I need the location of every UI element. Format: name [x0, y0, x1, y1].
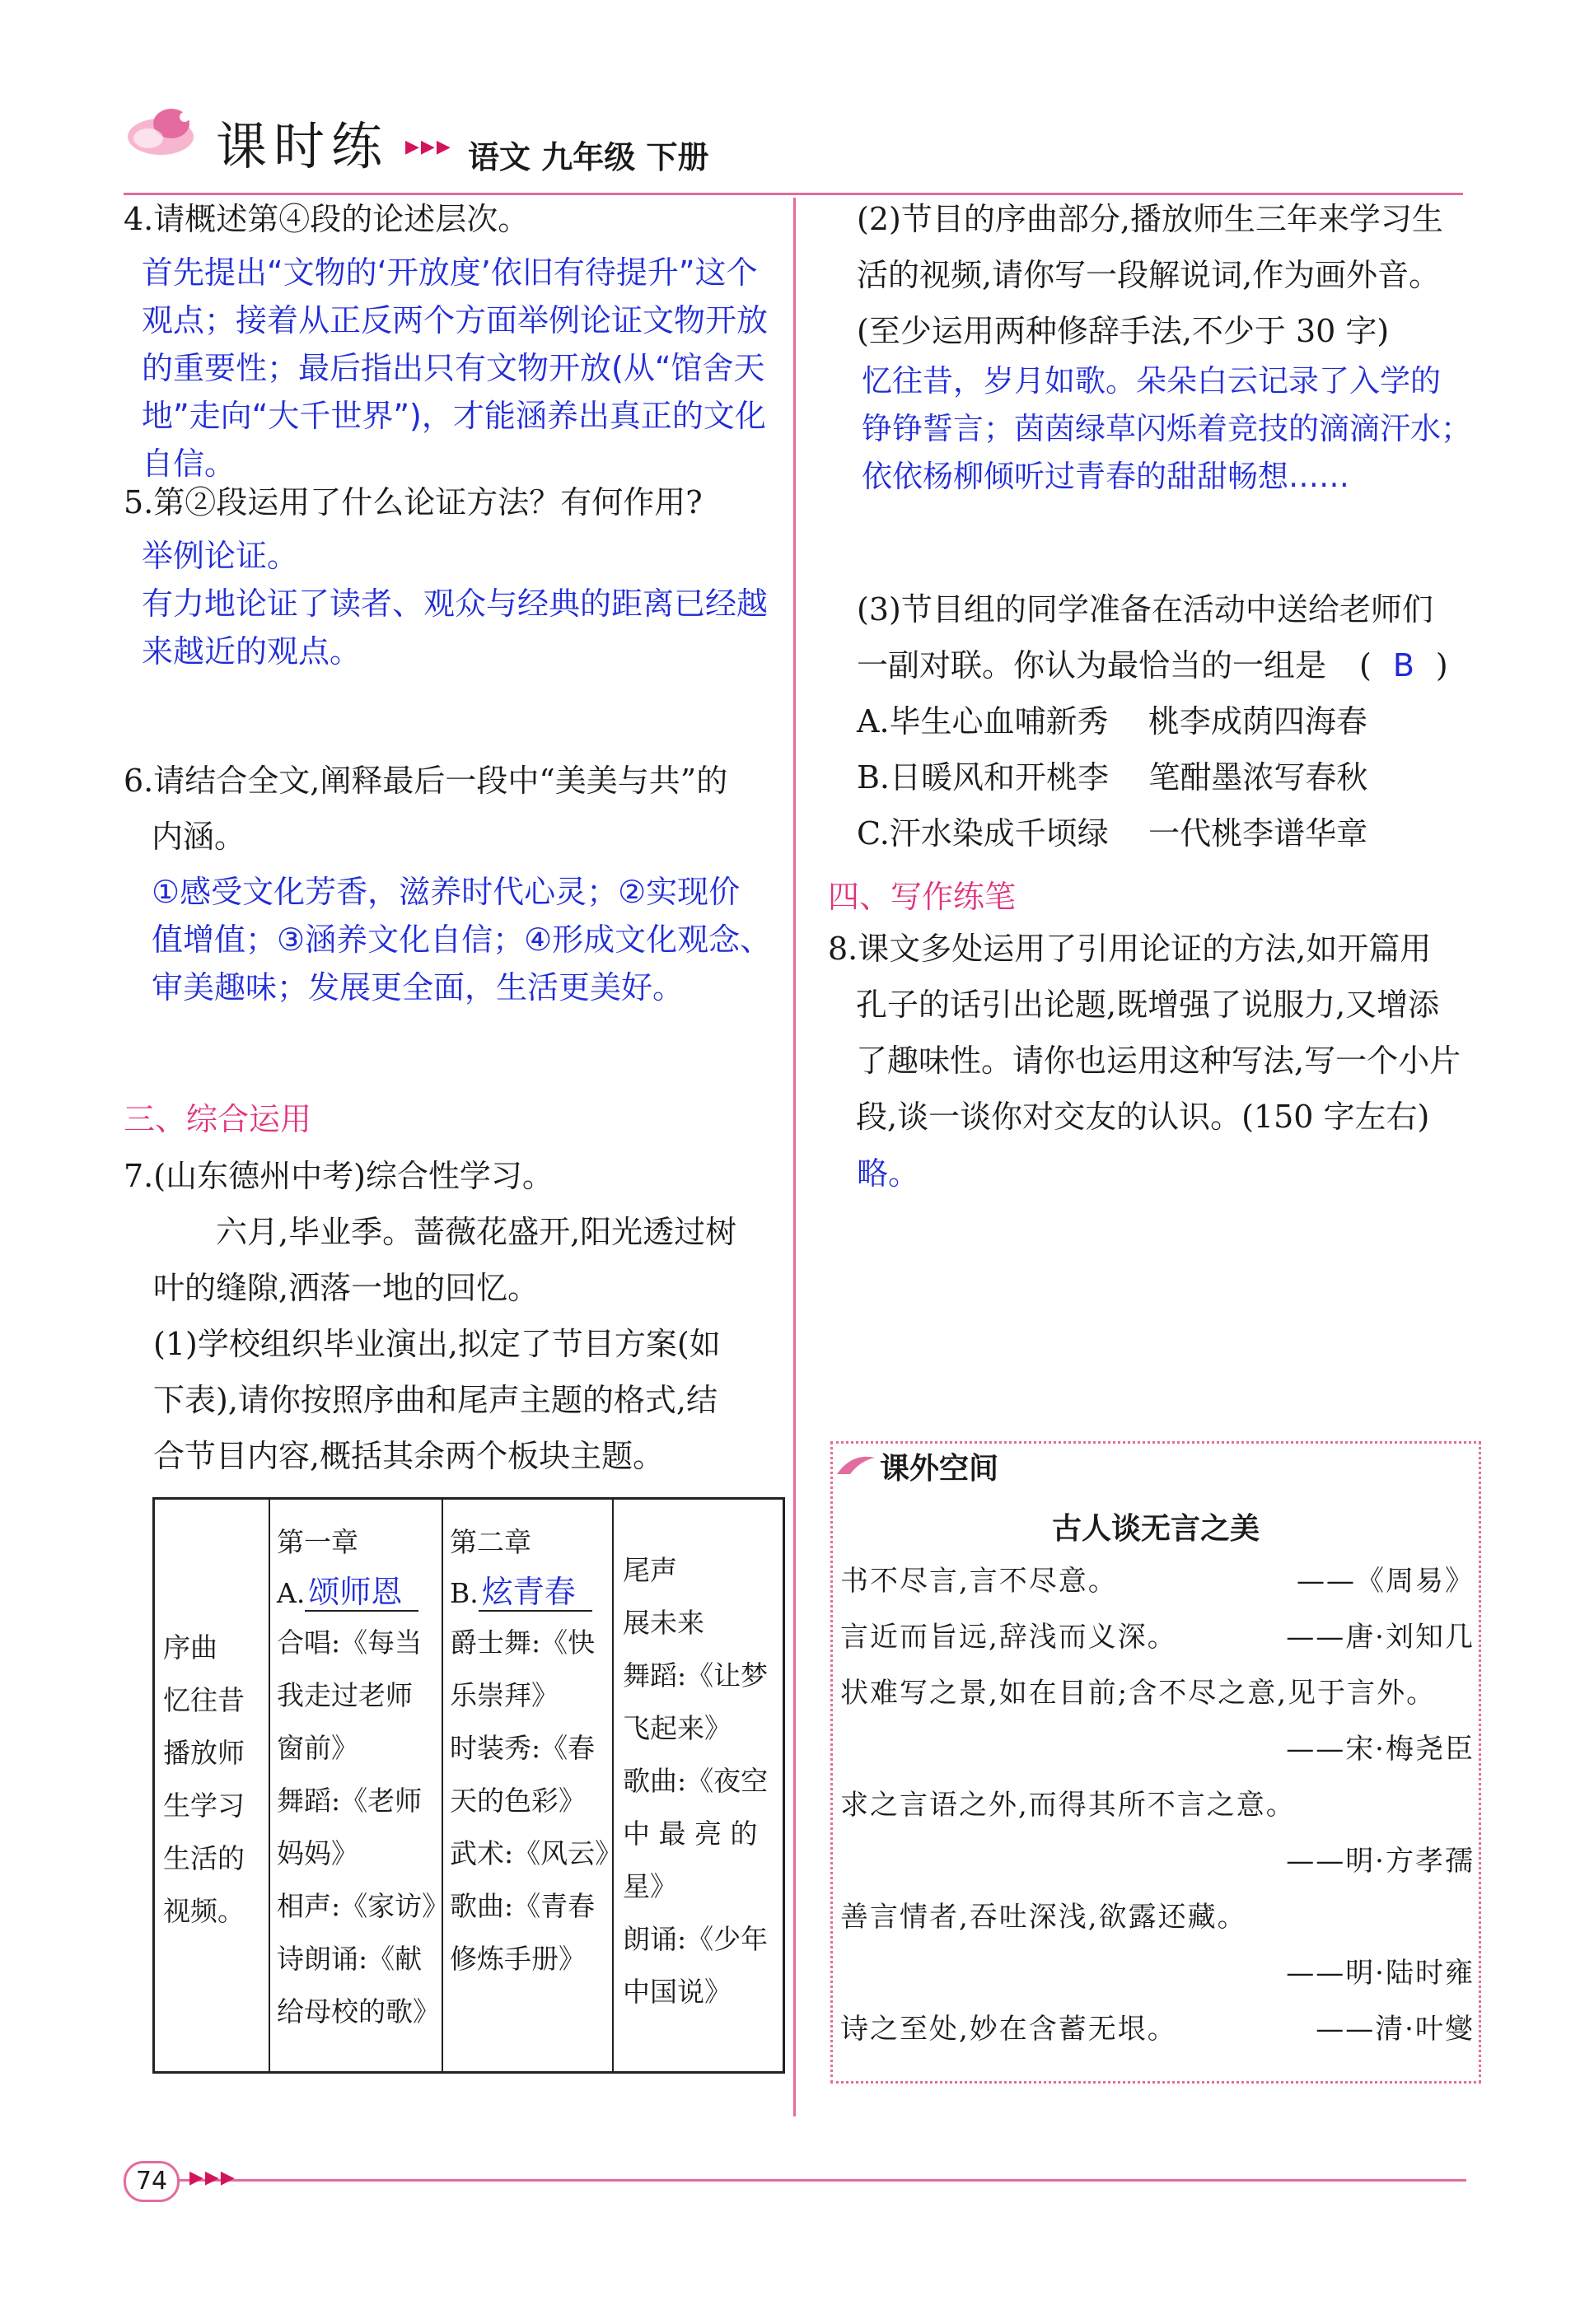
quote-item: 求之言语之外,而得其所不言之意。	[840, 1789, 1296, 1822]
q7-sub1	[153, 1316, 796, 1484]
question-line: 6.请结合全文,阐释最后一段中“美美与共”的	[124, 763, 728, 799]
box-label: 课外空间	[880, 1452, 999, 1486]
question-line: 孔子的话引出论题,既增强了说服力,又增添	[856, 987, 1440, 1023]
answer-line: 有力地论证了读者、观众与经典的距离已经越	[142, 586, 769, 622]
brand-logo-icon	[124, 97, 206, 163]
answer-line: 首先提出“文物的‘开放度’依旧有待提升”这个	[142, 254, 758, 291]
answer-line: 地”走向“大千世界”)，才能涵养出真正的文化	[142, 398, 766, 434]
footer-divider	[173, 2179, 1466, 2182]
table-chapter1: 第一章 A. 颂师恩 合唱:《每当 我走过老师 窗前》 舞蹈:《老师 妈妈》 相声:《家访》 诗朗诵:《献 给母校的歌》	[277, 1516, 442, 2038]
intro-line: 六月,毕业季。蔷薇花盛开,阳光透过树	[216, 1214, 737, 1250]
question-line: (1)学校组织毕业演出,拟定了节目方案(如	[153, 1326, 721, 1362]
option-a: A.毕生心血哺新秀 桃李成荫四海春	[857, 703, 1367, 740]
answer-line: 观点；接着从正反两个方面举例论证文物开放	[142, 302, 769, 338]
q7-sub2-answer	[862, 357, 1504, 501]
quote-source: ——宋·梅尧臣	[1286, 1733, 1475, 1766]
question-line: (至少运用两种修辞手法,不少于 30 字)	[857, 313, 1390, 349]
page-number: 74	[124, 2161, 180, 2202]
answer-line: ①感受文化芳香，滋养时代心灵；②实现价	[152, 874, 741, 910]
chapter1-heading: 第一章	[277, 1526, 358, 1558]
quote-source: ——明·陆时雍	[1286, 1957, 1475, 1990]
box-title: 古人谈无言之美	[1051, 1512, 1260, 1546]
question-line: (3)节目组的同学准备在活动中送给老师们	[857, 591, 1433, 628]
pen-icon	[835, 1449, 876, 1482]
option-c: C.汗水染成千顷绿 一代桃李谱华章	[857, 815, 1368, 852]
question-line: 活的视频,请你写一段解说词,作为画外音。	[857, 257, 1441, 293]
option-b: B.日暖风和开桃李 笔酣墨浓写春秋	[857, 759, 1368, 796]
chapter2-answer: 炫青春	[479, 1574, 592, 1612]
chapter2-heading: 第二章	[450, 1526, 531, 1558]
quote-item: 善言情者,吞吐深浅,欲露还藏。	[840, 1901, 1247, 1934]
answer-line: 举例论证。	[142, 538, 299, 574]
q8-answer: 略。	[857, 1155, 920, 1192]
q5-answer	[142, 532, 801, 675]
footer-arrows-icon: ▶▶▶	[189, 2168, 236, 2188]
answer-line: 自信。	[142, 446, 236, 482]
q8-question	[828, 921, 1487, 1145]
table-col-divider	[269, 1500, 270, 2071]
question-line: 合节目内容,概括其余两个板块主题。	[153, 1438, 665, 1474]
q4-answer	[142, 249, 801, 488]
answer-line: 来越近的观点。	[142, 633, 362, 670]
q7-sub2	[857, 191, 1491, 359]
table-ending: 尾声 展未来 舞蹈:《让梦 飞起来》 歌曲:《夜空 中 最 亮 的 星》 朗诵:《少年 中国说》	[623, 1554, 769, 2008]
quote-item: 诗之至处,妙在含蓄无垠。 ——清·叶燮	[840, 2013, 1475, 2046]
answer-line: 铮铮誓言；茵茵绿草闪烁着竞技的滴滴汗水；	[862, 411, 1471, 446]
chapter1-answer: 颂师恩	[305, 1574, 418, 1612]
answer-line: 忆往昔，岁月如歌。朵朵白云记录了入学的	[862, 363, 1441, 399]
answer-line: 审美趣味；发展更全面，生活更美好。	[152, 969, 685, 1006]
quote-source: ——明·方孝孺	[1286, 1845, 1475, 1878]
quote-item: 言近而旨远,辞浅而义深。 ——唐·刘知几	[840, 1621, 1475, 1654]
q5-question: 5.第②段运用了什么论证方法？有何作用?	[124, 484, 703, 520]
question-line: (2)节目的序曲部分,播放师生三年来学习生	[857, 201, 1443, 237]
table-col-divider	[442, 1500, 443, 2071]
question-line: 了趣味性。请你也运用这种写法,写一个小片	[856, 1043, 1461, 1079]
q7-sub3-answer: B	[1392, 647, 1414, 684]
table-prelude: 序曲 忆往昔 播放师 生学习 生活的 视频。	[163, 1631, 245, 1927]
intro-line: 叶的缝隙,洒落一地的回忆。	[153, 1270, 540, 1306]
q6-answer	[152, 868, 794, 1011]
q7-title: 7.(山东德州中考)综合性学习。	[124, 1158, 554, 1194]
q6-question	[124, 753, 727, 865]
q7-sub3: (3)节目组的同学准备在活动中送给老师们 一副对联。你认为最恰当的一组是 ( B ) A.毕生心血哺新秀 桃李成荫四海春 B.日暖风和开桃李 笔酣墨浓写春秋 C.汗水染成千顷绿 一代桃李谱华章	[857, 581, 1491, 861]
section-4-heading: 四、写作练笔	[828, 879, 1017, 915]
table-chapter2: 第二章 B. 炫青春 爵士舞:《快 乐崇拜》 时装秀:《春 天的色彩》 武术:《风云》 歌曲:《青春 修炼手册》	[450, 1516, 615, 1986]
question-line: 下表),请你按照序曲和尾声主题的格式,结	[153, 1382, 718, 1418]
brand-title: 课时练	[216, 116, 390, 176]
quote-item: 状难写之景,如在目前;含不尽之意,见于言外。	[840, 1677, 1437, 1710]
question-line: 8.课文多处运用了引用论证的方法,如开篇用	[828, 931, 1432, 967]
q7-intro	[153, 1204, 796, 1316]
question-line: 段,谈一谈你对交友的认识。(150 字左右)	[856, 1099, 1430, 1135]
answer-line: 依依杨柳倾听过青春的甜甜畅想……	[862, 459, 1349, 494]
answer-line: 值增值；③涵养文化自信；④形成文化观念、	[152, 922, 772, 958]
section-3-heading: 三、综合运用	[124, 1101, 312, 1137]
quote-list	[840, 1553, 1475, 2057]
program-table	[152, 1497, 785, 2074]
subject-grade: 语文 九年级 下册	[468, 139, 709, 175]
header-arrows-icon: ▶▶▶	[405, 137, 452, 157]
question-line: 内涵。	[152, 819, 246, 855]
quote-item: 书不尽言,言不尽意。 ——《周易》	[840, 1565, 1475, 1598]
q4-question: 4.请概述第④段的论述层次。	[124, 201, 530, 237]
answer-line: 的重要性；最后指出只有文物开放(从“馆舍天	[142, 350, 765, 386]
